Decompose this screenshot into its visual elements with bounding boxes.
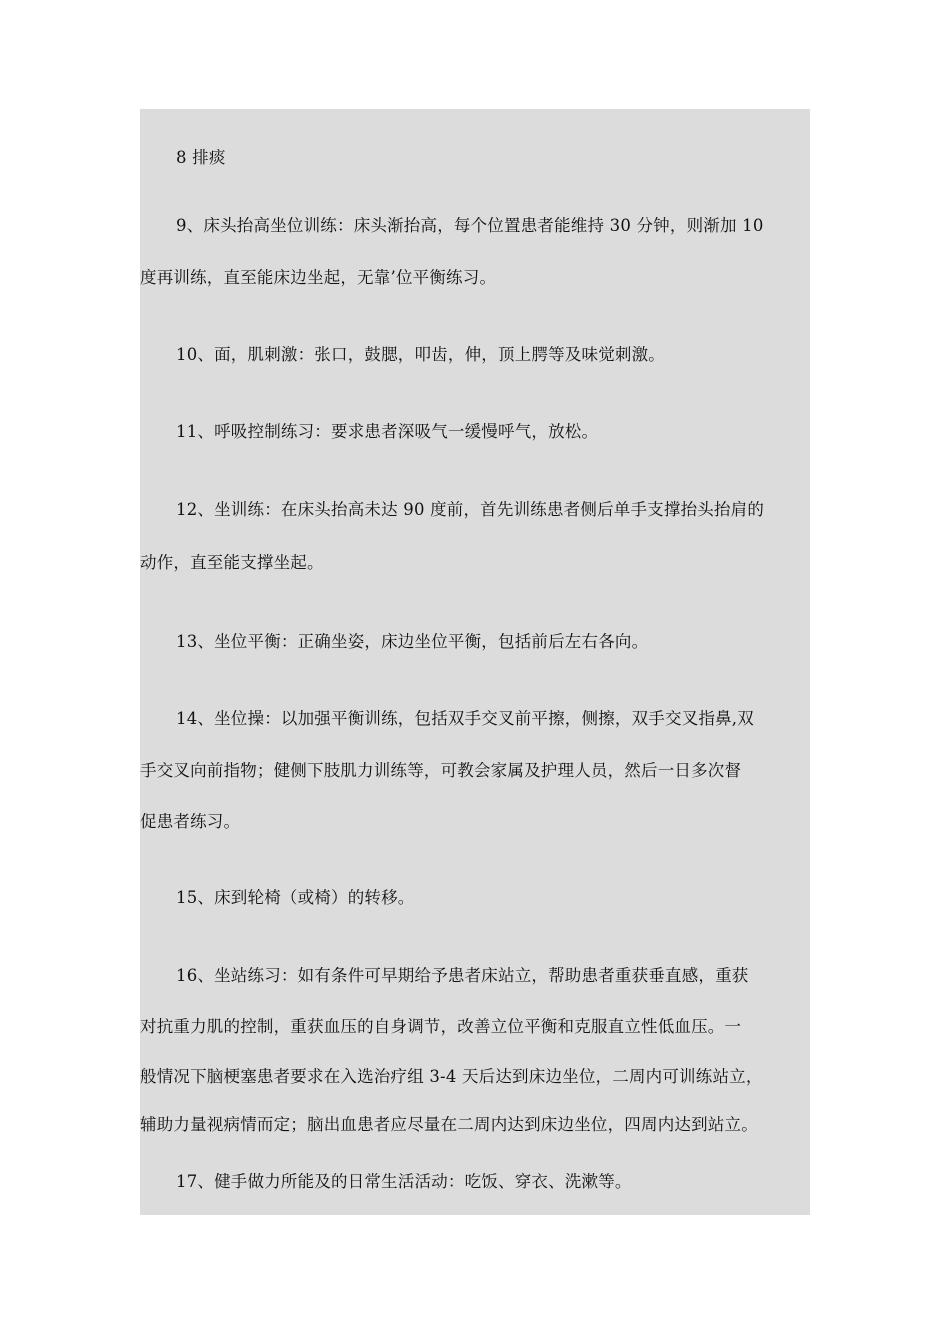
item-9-line-1: 9、床头抬高坐位训练：床头渐抬高，每个位置患者能维持 30 分钟，则渐加 10 xyxy=(176,216,764,235)
item-14-line-1: 14、坐位操：以加强平衡训练，包括双手交叉前平擦，侧擦，双手交叉指鼻,双 xyxy=(176,709,754,728)
item-16-line-2: 对抗重力肌的控制，重获血压的自身调节，改善立位平衡和克服直立性低血压。一 xyxy=(140,1017,742,1036)
item-10-line: 10、面，肌刺激：张口，鼓腮，叩齿，伸，顶上腭等及味觉刺激。 xyxy=(176,345,665,364)
item-16-line-4: 辅助力量视病情而定；脑出血患者应尽量在二周内达到床边坐位，四周内达到站立。 xyxy=(140,1115,758,1134)
item-12-line-2: 动作，直至能支撑坐起。 xyxy=(140,553,324,572)
item-12-line-1: 12、坐训练：在床头抬高未达 90 度前，首先训练患者侧后单手支撑抬头抬肩的 xyxy=(176,500,765,519)
item-16-line-3: 般情况下脑梗塞患者要求在入选治疗组 3-4 天后达到床边坐位，二周内可训练站立， xyxy=(140,1067,763,1086)
item-14-line-3: 促患者练习。 xyxy=(140,812,241,831)
item-14-line-2: 手交叉向前指物；健侧下肢肌力训练等，可教会家属及护理人员，然后一日多次督 xyxy=(140,761,742,780)
item-13-line: 13、坐位平衡：正确坐姿，床边坐位平衡，包括前后左右各向。 xyxy=(176,632,649,651)
item-11-line: 11、呼吸控制练习：要求患者深吸气一缓慢呼气，放松。 xyxy=(176,422,599,441)
item-15-line: 15、床到轮椅（或椅）的转移。 xyxy=(176,888,415,907)
document-body xyxy=(140,109,810,1215)
item-8-line: 8 排痰 xyxy=(176,148,226,167)
item-9-line-2: 度再训练，直至能床边坐起，无靠’位平衡练习。 xyxy=(140,268,497,287)
item-17-line: 17、健手做力所能及的日常生活活动：吃饭、穿衣、洗漱等。 xyxy=(176,1172,632,1191)
item-16-line-1: 16、坐站练习：如有条件可早期给予患者床站立，帮助患者重获垂直感，重获 xyxy=(176,966,749,985)
